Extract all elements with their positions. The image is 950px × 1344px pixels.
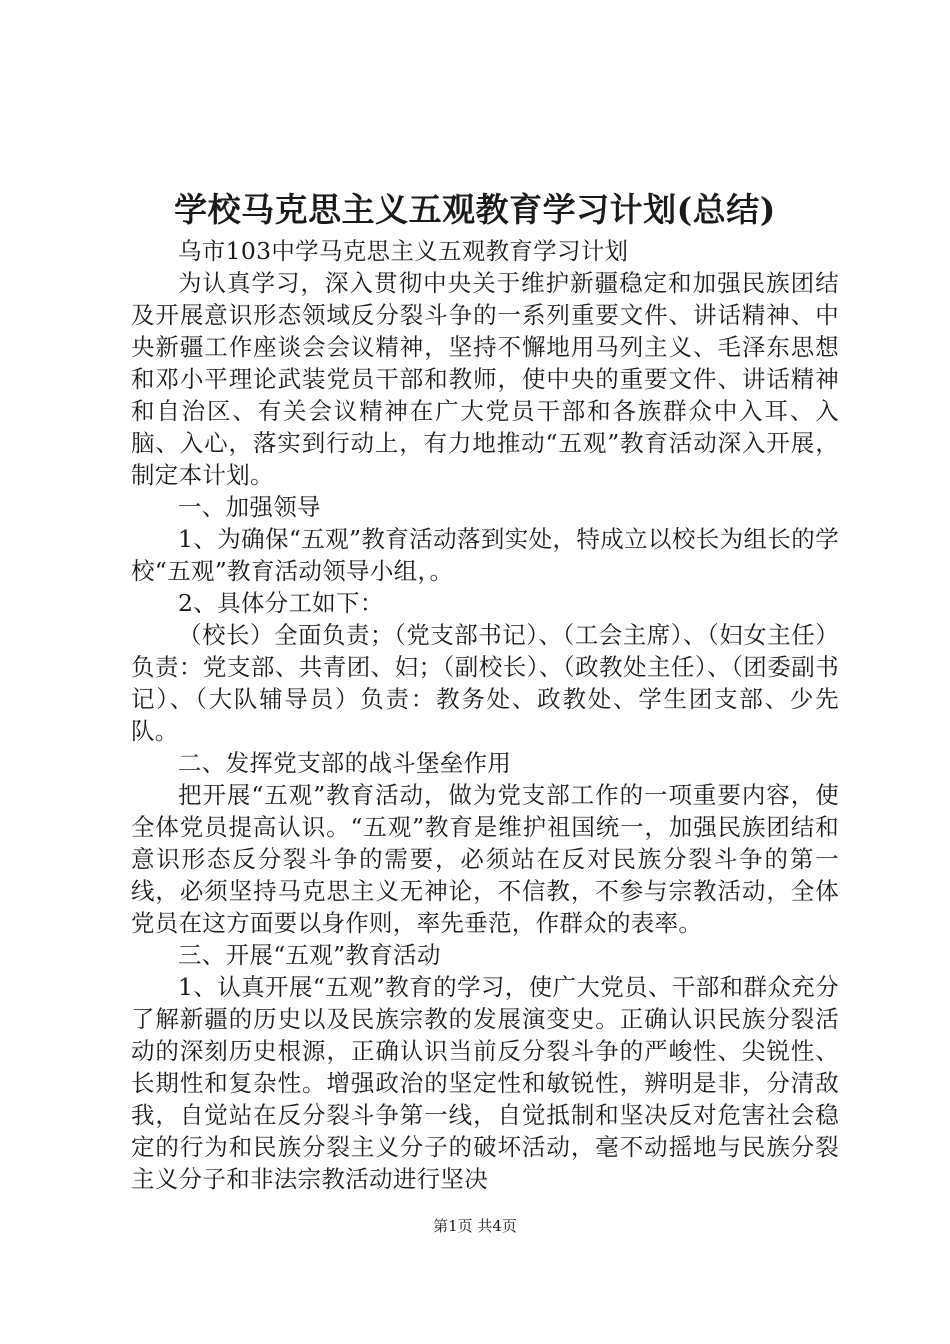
paragraph-1-2: 2、具体分工如下： [178, 589, 384, 617]
section-heading-2: 二、发挥党支部的战斗堡垒作用 [178, 749, 512, 777]
paragraph-2: 把开展“五观”教育活动，做为党支部工作的一项重要内容，使全体党员提高认识。“五观”教育是维护祖国统一，加强民族团结和意识形态反分裂斗争的需要，必须站在反对民族分裂斗争的第一线，必须坚持马克思主义无神论，不信教，不参与宗教活动，全体党员在这方面要以身作则，率先垂范，作群众的表率。 [131, 781, 839, 937]
paragraph-intro: 为认真学习，深入贯彻中央关于维护新疆稳定和加强民族团结及开展意识形态领域反分裂斗争的一系列重要文件、讲话精神、中央新疆工作座谈会会议精神，坚持不懈地用马列主义、毛泽东思想和邓小平理论武装党员干部和教师，使中央的重要文件、讲话精神和自治区、有关会议精神在广大党员干部和各族群众中入耳、入脑、入心，落实到行动上，有力地推动“五观”教育活动深入开展，制定本计划。 [131, 269, 839, 489]
section-heading-1: 一、加强领导 [178, 493, 321, 521]
paragraph-division-of-labor: （校长）全面负责；（党支部书记）、（工会主席）、（妇女主任）负责：党支部、共青团、妇；（副校长）、（政教处主任）、（团委副书记）、（大队辅导员）负责：教务处、政教处、学生团支部、少先队。 [131, 621, 839, 745]
paragraph-1-1: 1、为确保“五观”教育活动落到实处，特成立以校长为组长的学校“五观”教育活动领导小组，。 [131, 525, 839, 585]
document-body [131, 235, 839, 1195]
paragraph-subtitle: 乌市103中学马克思主义五观教育学习计划 [178, 237, 629, 265]
paragraph-3-1: 1、认真开展“五观”教育的学习，使广大党员、干部和群众充分了解新疆的历史以及民族宗教的发展演变史。正确认识民族分裂活动的深刻历史根源，正确认识当前反分裂斗争的严峻性、尖锐性、长期性和复杂性。增强政治的坚定性和敏锐性，辨明是非，分清敌我，自觉站在反分裂斗争第一线，自觉抵制和坚决反对危害社会稳定的行为和民族分裂主义分子的破坏活动，毫不动摇地与民族分裂主义分子和非法宗教活动进行坚决 [131, 973, 839, 1193]
document-title: 学校马克思主义五观教育学习计划(总结) [174, 190, 776, 229]
section-heading-3: 三、开展“五观”教育活动 [178, 941, 441, 969]
page-number: 第1页 共4页 [433, 1217, 517, 1235]
